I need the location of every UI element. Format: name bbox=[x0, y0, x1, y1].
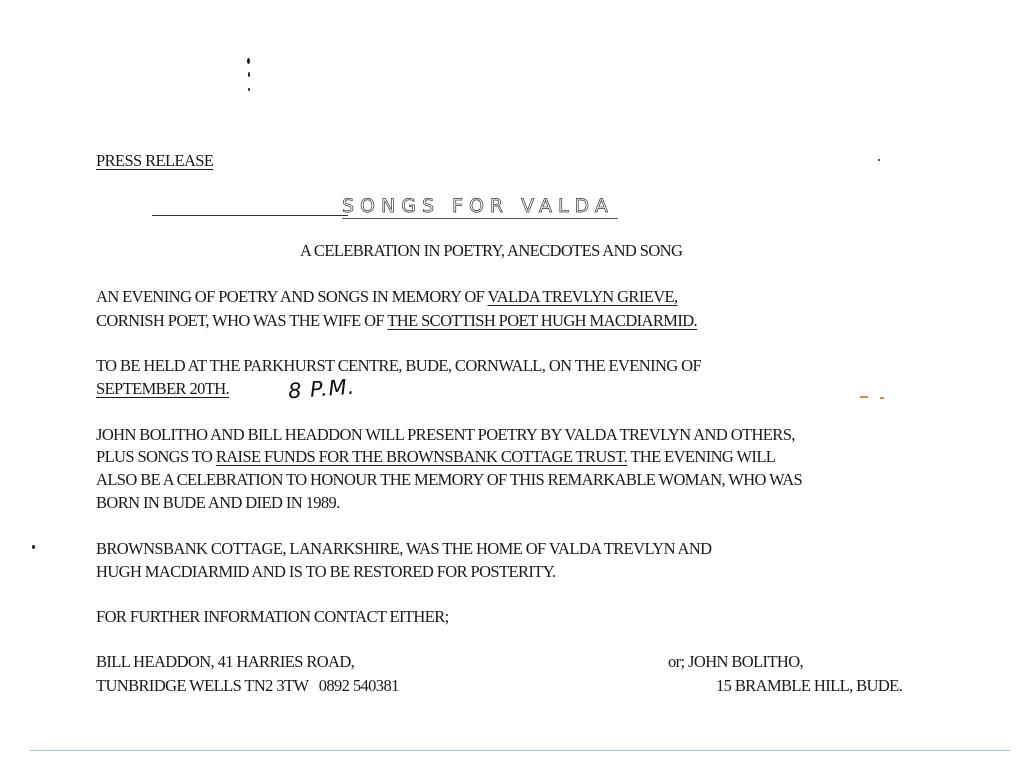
highlighter-mark bbox=[860, 396, 868, 398]
contact-1-line-1: BILL HEADDON, 41 HARRIES ROAD, bbox=[96, 652, 355, 671]
paper-edge bbox=[30, 750, 1010, 751]
ink-speck bbox=[878, 159, 880, 161]
paragraph-3-line-1: JOHN BOLITHO AND BILL HEADDON WILL PRESENT POETRY BY VALDA TREVLYN AND OTHERS, bbox=[96, 425, 795, 444]
ink-speck bbox=[247, 58, 250, 64]
contact-1-line-2: TUNBRIDGE WELLS TN2 3TW 0892 540381 bbox=[96, 676, 399, 695]
text: AN EVENING OF POETRY AND SONGS IN MEMORY OF bbox=[96, 287, 488, 306]
handwritten-time: 8 P.M. bbox=[287, 374, 357, 404]
underlined-text: VALDA TREVLYN GRIEVE, bbox=[487, 287, 678, 306]
paragraph-1-line-1 bbox=[96, 286, 678, 308]
document-subtitle: A CELEBRATION IN POETRY, ANECDOTES AND SONG bbox=[300, 241, 683, 260]
press-release-header: PRESS RELEASE bbox=[96, 151, 214, 170]
event-date: SEPTEMBER 20TH. bbox=[96, 379, 230, 398]
underlined-text: RAISE FUNDS FOR THE BROWNSBANK COTTAGE TRUST. bbox=[215, 447, 628, 466]
underlined-text: THE SCOTTISH POET HUGH MACDIARMID. bbox=[387, 311, 698, 330]
paragraph-4-line-1: BROWNSBANK COTTAGE, LANARKSHIRE, WAS THE HOME OF VALDA TREVLYN AND bbox=[96, 539, 712, 558]
title-underline bbox=[342, 194, 618, 219]
text: CORNISH POET, WHO WAS THE WIFE OF bbox=[96, 311, 388, 330]
paragraph-3-line-4: BORN IN BUDE AND DIED IN 1989. bbox=[96, 493, 340, 512]
text: THE EVENING WILL bbox=[627, 447, 776, 466]
text: PLUS SONGS TO bbox=[96, 447, 216, 466]
paragraph-3-line-3: ALSO BE A CELEBRATION TO HONOUR THE MEMORY OF THIS REMARKABLE WOMAN, WHO WAS bbox=[96, 470, 803, 489]
ink-speck bbox=[248, 72, 250, 77]
paragraph-3-line-2 bbox=[96, 446, 775, 468]
ink-speck bbox=[32, 545, 35, 549]
contact-intro: FOR FURTHER INFORMATION CONTACT EITHER; bbox=[96, 607, 449, 626]
document-title: SONGS FOR VALDA bbox=[342, 195, 614, 217]
ink-speck bbox=[248, 88, 250, 91]
paragraph-4-line-2: HUGH MACDIARMID AND IS TO BE RESTORED FOR POSTERITY. bbox=[96, 562, 556, 581]
paragraph-1-line-2 bbox=[96, 310, 697, 332]
title-leader-line bbox=[152, 215, 348, 216]
paragraph-2-line-1: TO BE HELD AT THE PARKHURST CENTRE, BUDE, CORNWALL, ON THE EVENING OF bbox=[96, 356, 702, 375]
contact-2-line-2: 15 BRAMBLE HILL, BUDE. bbox=[716, 676, 903, 695]
contact-2-line-1: or; JOHN BOLITHO, bbox=[668, 652, 804, 671]
highlighter-mark bbox=[880, 397, 884, 399]
